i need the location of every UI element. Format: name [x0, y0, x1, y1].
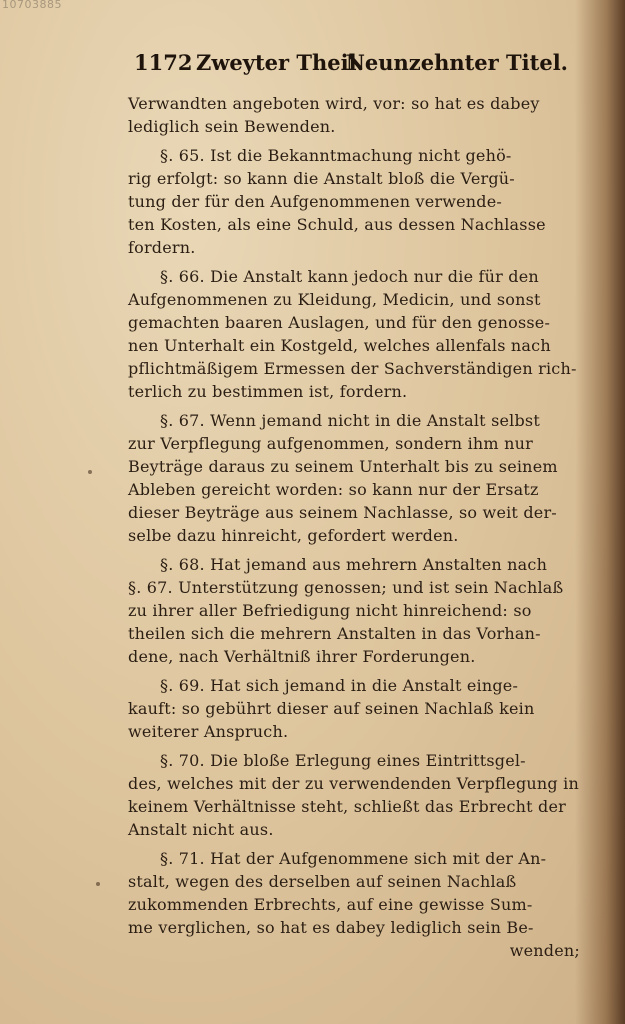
text-line: dene, nach Verhältniß ihrer Forderungen. — [128, 647, 476, 666]
body-text — [128, 92, 590, 968]
text-line: rig erfolgt: so kann die Anstalt bloß die Vergü- — [128, 169, 515, 188]
text-line: me verglichen, so hat es dabey lediglich sein Be- — [128, 918, 534, 937]
paragraph-69 — [128, 674, 590, 743]
text-line: §. 68. Hat jemand aus mehrern Anstalten nach — [160, 555, 548, 574]
text-line: kauft: so gebührt dieser auf seinen Nachlaß kein — [128, 699, 535, 718]
text-line: gemachten baaren Auslagen, und für den genosse- — [128, 313, 551, 332]
ink-speck — [88, 470, 92, 474]
paragraph-68 — [128, 553, 590, 668]
text-line: dieser Beyträge aus seinem Nachlasse, so weit der- — [128, 503, 557, 522]
text-line: selbe dazu hinreicht, gefordert werden. — [128, 526, 459, 545]
catchword: wenden; — [509, 941, 580, 960]
text-line: Ableben gereicht worden: so kann nur der Ersatz — [128, 480, 539, 499]
paragraph-65 — [128, 144, 590, 259]
text-line: pflichtmäßigem Ermessen der Sachverständigen rich- — [128, 359, 577, 378]
running-head-title: Neunzehnter Titel. — [345, 50, 568, 75]
text-line: theilen sich die mehrern Anstalten in das Vorhan- — [128, 624, 541, 643]
text-line: Aufgenommenen zu Kleidung, Medicin, und sonst — [128, 290, 541, 309]
text-line: keinem Verhältnisse steht, schließt das Erbrecht der — [128, 797, 567, 816]
text-line: §. 71. Hat der Aufgenommene sich mit der An- — [160, 849, 547, 868]
text-line: weiterer Anspruch. — [128, 722, 289, 741]
text-line: fordern. — [128, 238, 196, 257]
ink-speck — [96, 882, 100, 886]
paragraph-continuation — [128, 92, 590, 138]
running-head-section: Zweyter Theil. — [196, 50, 364, 75]
text-line: lediglich sein Bewenden. — [128, 117, 336, 136]
page-number: 1172 — [134, 50, 193, 75]
paragraph-70 — [128, 749, 590, 841]
text-line: terlich zu bestimmen ist, fordern. — [128, 382, 408, 401]
text-line: zur Verpflegung aufgenommen, sondern ihm nur — [128, 434, 533, 453]
text-line: zu ihrer aller Befriedigung nicht hinreichend: so — [128, 601, 532, 620]
text-line: zukommenden Erbrechts, auf eine gewisse Sum- — [128, 895, 533, 914]
text-line: §. 69. Hat sich jemand in die Anstalt einge- — [160, 676, 519, 695]
text-line: Anstalt nicht aus. — [128, 820, 274, 839]
paragraph-66 — [128, 265, 590, 403]
text-line: §. 70. Die bloße Erlegung eines Eintrittsgel- — [160, 751, 526, 770]
library-stamp: 10703885 — [2, 0, 62, 11]
text-line: §. 67. Unterstützung genossen; und ist sein Nachlaß — [128, 578, 564, 597]
text-line: stalt, wegen des derselben auf seinen Nachlaß — [128, 872, 517, 891]
text-line: nen Unterhalt ein Kostgeld, welches allenfals nach — [128, 336, 551, 355]
text-line: Beyträge daraus zu seinem Unterhalt bis zu seinem — [128, 457, 558, 476]
text-line: des, welches mit der zu verwendenden Verpflegung in — [128, 774, 579, 793]
running-head — [134, 50, 574, 84]
paragraph-71 — [128, 847, 590, 962]
text-line: §. 66. Die Anstalt kann jedoch nur die für den — [160, 267, 539, 286]
text-line: tung der für den Aufgenommenen verwende- — [128, 192, 503, 211]
text-line: §. 67. Wenn jemand nicht in die Anstalt selbst — [160, 411, 540, 430]
text-line: ten Kosten, als eine Schuld, aus dessen Nachlasse — [128, 215, 546, 234]
paragraph-67 — [128, 409, 590, 547]
text-line: Verwandten angeboten wird, vor: so hat es dabey — [128, 94, 540, 113]
text-line: §. 65. Ist die Bekanntmachung nicht gehö- — [160, 146, 512, 165]
